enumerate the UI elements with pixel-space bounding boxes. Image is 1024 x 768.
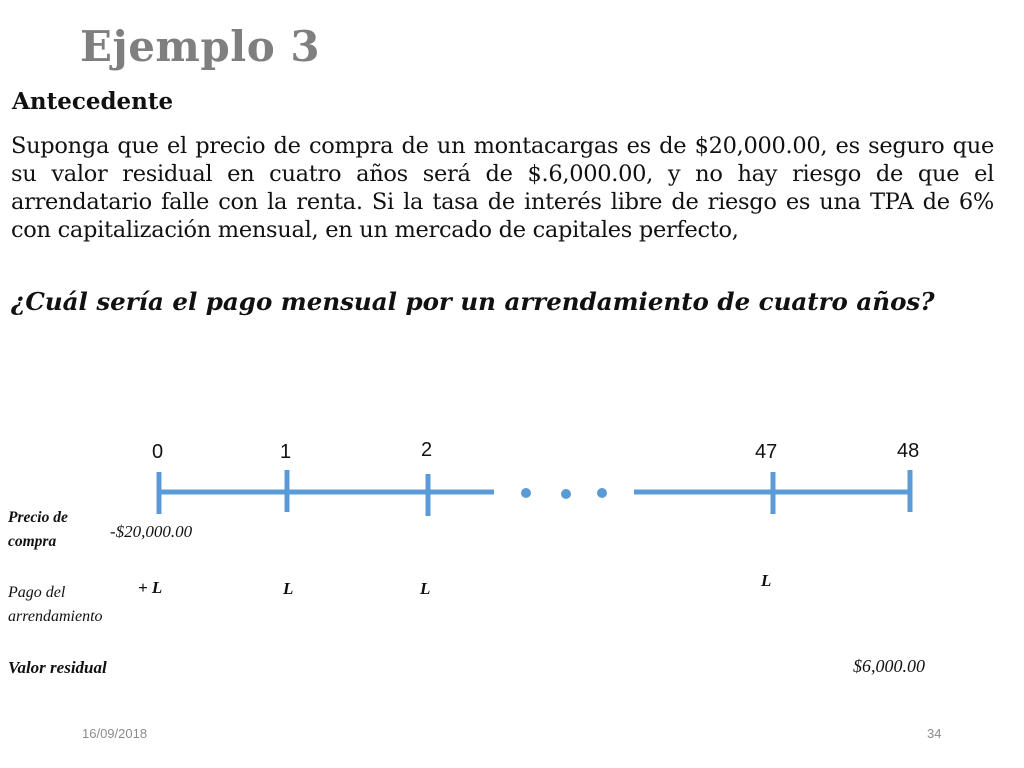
row-label-purchase-price: Precio de compra xyxy=(8,509,68,550)
tick-label-0: 0 xyxy=(152,441,164,463)
row-label-residual-value: Valor residual xyxy=(8,658,107,677)
tick-label-48: 48 xyxy=(897,440,920,462)
lease-mark-0: + L xyxy=(138,578,163,597)
tick-label-2: 2 xyxy=(421,439,433,461)
row-label-lease-payment: Pago del arrendamiento xyxy=(8,584,103,625)
lease-mark-2: L xyxy=(420,579,431,598)
residual-value-amount: $6,000.00 xyxy=(853,656,925,676)
tick-label-1: 1 xyxy=(280,441,292,463)
footer-date: 16/09/2018 xyxy=(82,726,148,741)
footer-page-number: 34 xyxy=(927,726,942,741)
lease-mark-47: L xyxy=(761,571,772,590)
purchase-price-value: -$20,000.00 xyxy=(110,522,193,541)
ellipsis-dot-1 xyxy=(521,488,531,498)
subtitle-antecedente: Antecedente xyxy=(12,88,174,115)
tick-label-47: 47 xyxy=(755,441,778,463)
slide-title: Ejemplo 3 xyxy=(80,22,321,71)
ellipsis-dot-2 xyxy=(561,489,571,499)
problem-statement: Suponga que el precio de compra de un montacargas es de $20,000.00, es seguro que su valor residual en cuatro años será de $.6,000.00, y no hay riesgo de que el arrendatario falle con la renta. Si la tasa de interés libre de riesgo es una TPA de 6% con capitalización mensual, en un mercado de capitales perfecto, xyxy=(11,133,994,243)
question-text: ¿Cuál sería el pago mensual por un arrendamiento de cuatro años? xyxy=(11,287,935,316)
ellipsis-dot-3 xyxy=(597,488,607,498)
lease-mark-1: L xyxy=(283,579,294,598)
